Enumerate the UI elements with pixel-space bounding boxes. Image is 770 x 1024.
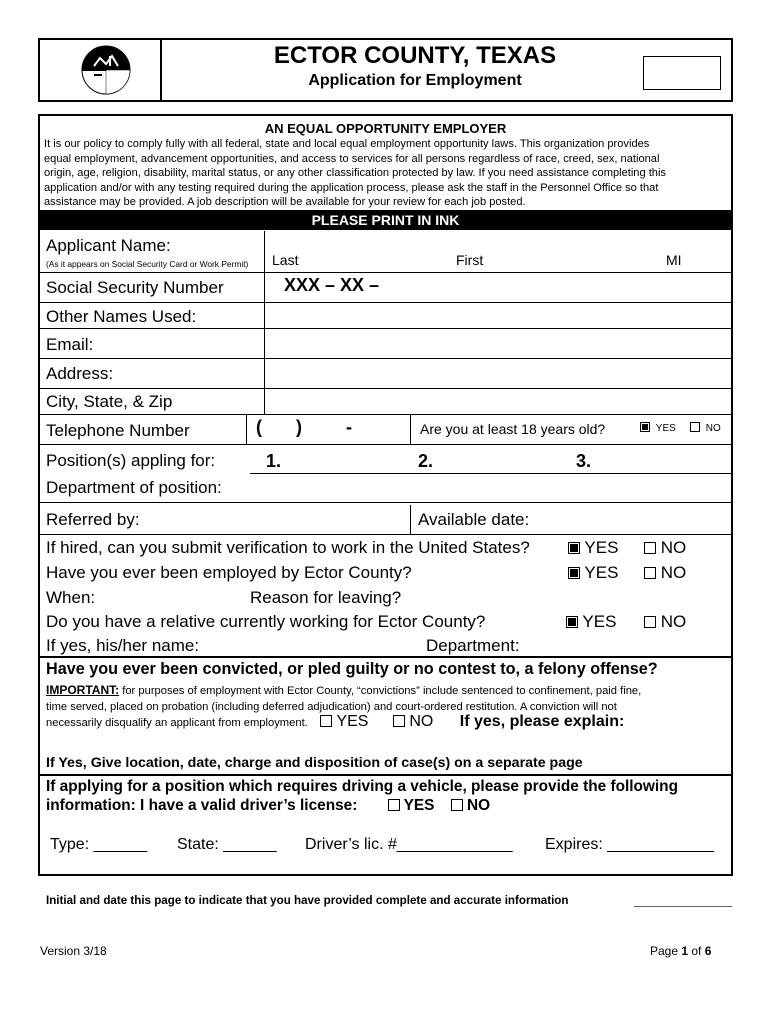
page-of: of	[688, 944, 705, 958]
license-type-field[interactable]: Type: ______	[50, 836, 147, 853]
office-use-box[interactable]	[643, 56, 721, 90]
address-label: Address:	[46, 364, 114, 383]
email-label: Email:	[46, 335, 94, 354]
relative-name-label: If yes, his/her name:	[46, 636, 200, 655]
eeo-text	[44, 137, 729, 210]
verification-yes-option[interactable]	[568, 538, 618, 558]
felony-yes-option[interactable]	[320, 713, 373, 730]
area-code-open: (	[256, 417, 262, 437]
age-no-checkbox[interactable]	[690, 422, 700, 432]
department-label: Department of position:	[46, 478, 222, 497]
license-number-field[interactable]: Driver’s lic. #_____________	[305, 836, 513, 853]
verification-yes-checkbox[interactable]	[568, 542, 580, 554]
license-expires-field[interactable]: Expires: ____________	[545, 836, 715, 853]
county-seal-logo	[80, 44, 132, 96]
applicant-name-label: Applicant Name:	[46, 236, 171, 255]
license-yes-option[interactable]	[388, 797, 439, 814]
verification-yes-label: YES	[584, 538, 619, 557]
available-date-label: Available date:	[418, 510, 530, 529]
version-label: Version 3/18	[40, 944, 107, 958]
employed-yes-label: YES	[584, 563, 619, 582]
age-yes-option[interactable]	[640, 422, 676, 434]
initial-instruction: Initial and date this page to indicate that you have provided complete and accurate information	[46, 894, 569, 907]
ssn-field[interactable]: XXX – XX –	[284, 275, 380, 295]
important-line-2: time served, placed on probation (including deferred adjudication) and court-ordered restitution. A conviction will not	[46, 701, 617, 713]
important-line-3: necessarily disqualify an applicant from employment.	[46, 717, 308, 729]
employed-no-checkbox[interactable]	[644, 567, 656, 579]
license-state-field[interactable]: State: ______	[177, 836, 277, 853]
age-no-label: NO	[705, 423, 721, 434]
felony-important	[46, 682, 732, 715]
age-question: Are you at least 18 years old?	[420, 421, 606, 437]
address-field[interactable]	[266, 359, 729, 387]
felony-explain-label: If yes, please explain:	[459, 713, 625, 730]
relative-yes-label: YES	[582, 612, 617, 631]
position-2[interactable]: 2.	[418, 451, 434, 471]
work-verification-question: If hired, can you submit verification to work in the United States?	[46, 538, 530, 557]
felony-question: Have you ever been convicted, or pled guilty or no contest to, a felony offense?	[46, 660, 658, 678]
other-names-field[interactable]	[266, 303, 729, 327]
employed-yes-option[interactable]	[568, 563, 618, 583]
age-no-option[interactable]	[690, 422, 721, 434]
ssn-label: Social Security Number	[46, 278, 224, 297]
employed-before-question: Have you ever been employed by Ector County?	[46, 563, 412, 582]
employed-yes-checkbox[interactable]	[568, 567, 580, 579]
age-yes-label: YES	[655, 423, 676, 434]
page-total: 6	[704, 944, 712, 958]
area-code-close: )	[296, 417, 302, 437]
city-state-zip-field[interactable]	[266, 389, 729, 413]
felony-no-label: NO	[409, 713, 434, 730]
eeo-title: AN EQUAL OPPORTUNITY EMPLOYER	[264, 121, 507, 136]
relative-yes-checkbox[interactable]	[566, 616, 578, 628]
telephone-field[interactable]	[248, 415, 408, 443]
eeo-line: application and/or with any testing required during the application process, please ask the staff in the Personnel Office so that	[44, 181, 659, 194]
other-names-label: Other Names Used:	[46, 307, 197, 326]
application-subtitle: Application for Employment	[308, 72, 522, 89]
verification-no-option[interactable]	[644, 538, 686, 558]
license-yes-label: YES	[403, 797, 435, 814]
relative-question: Do you have a relative currently working for Ector County?	[46, 612, 486, 631]
eeo-line: It is our policy to comply fully with all federal, state and local equal employment opportunity laws. This organization provides	[44, 138, 650, 150]
employed-no-option[interactable]	[644, 563, 686, 583]
print-in-ink-banner: PLEASE PRINT IN INK	[40, 210, 731, 230]
telephone-label: Telephone Number	[46, 421, 190, 440]
page-number: 1	[681, 944, 689, 958]
license-no-label: NO	[466, 797, 491, 814]
when-label: When:	[46, 588, 96, 607]
employed-no-label: NO	[660, 563, 687, 582]
positions-label: Position(s) appling for:	[46, 451, 216, 470]
drivers-license-label: information: I have a valid driver’s license:	[46, 797, 358, 814]
county-title: ECTOR COUNTY, TEXAS	[273, 42, 557, 69]
position-1[interactable]: 1.	[266, 451, 282, 471]
referred-by-label: Referred by:	[46, 510, 140, 529]
middle-initial-field[interactable]: MI	[666, 252, 682, 268]
email-field[interactable]	[266, 329, 729, 357]
license-no-option[interactable]	[451, 797, 490, 814]
page-prefix: Page	[650, 944, 682, 958]
felony-no-option[interactable]	[393, 713, 438, 730]
felony-answer-row	[46, 713, 624, 731]
relative-no-option[interactable]	[644, 612, 686, 632]
separate-page-note: If Yes, Give location, date, charge and disposition of case(s) on a separate page	[46, 755, 583, 771]
driving-requirement: If applying for a position which requires driving a vehicle, please provide the following	[46, 778, 678, 795]
initial-line[interactable]	[634, 906, 732, 907]
page-indicator	[650, 944, 711, 958]
relative-department-label: Department:	[426, 636, 520, 655]
relative-yes-option[interactable]	[566, 612, 616, 632]
city-state-zip-label: City, State, & Zip	[46, 392, 173, 411]
eeo-line: origin, age, religion, disability, marital status, or any other classification protected by law. If you need assistance completing this	[44, 167, 666, 180]
important-line-1: for purposes of employment with Ector County, “convictions” include sentenced to confinement, paid fine,	[119, 685, 642, 697]
license-no-checkbox[interactable]	[451, 799, 463, 811]
reason-for-leaving-label: Reason for leaving?	[250, 588, 402, 607]
phone-dash: -	[346, 417, 352, 437]
last-name-field[interactable]: Last	[272, 252, 299, 268]
felony-yes-label: YES	[336, 713, 369, 730]
relative-no-checkbox[interactable]	[644, 616, 656, 628]
felony-yes-checkbox[interactable]	[320, 715, 332, 727]
eeo-line: assistance may be provided. A job description will be available for your review for each job posted.	[44, 196, 526, 209]
verification-no-label: NO	[660, 538, 687, 557]
first-name-field[interactable]: First	[456, 252, 484, 268]
felony-no-checkbox[interactable]	[393, 715, 405, 727]
drivers-license-question	[46, 797, 490, 815]
eeo-line: equal employment, advancement opportunities, and access to services for all persons regardless of race, creed, sex, national	[44, 152, 660, 165]
position-3[interactable]: 3.	[576, 451, 592, 471]
applicant-name-note: (As it appears on Social Security Card or Work Permit)	[46, 259, 249, 269]
relative-no-label: NO	[660, 612, 687, 631]
age-yes-checkbox[interactable]	[640, 422, 650, 432]
important-label: IMPORTANT:	[46, 683, 120, 697]
verification-no-checkbox[interactable]	[644, 542, 656, 554]
license-yes-checkbox[interactable]	[388, 799, 400, 811]
